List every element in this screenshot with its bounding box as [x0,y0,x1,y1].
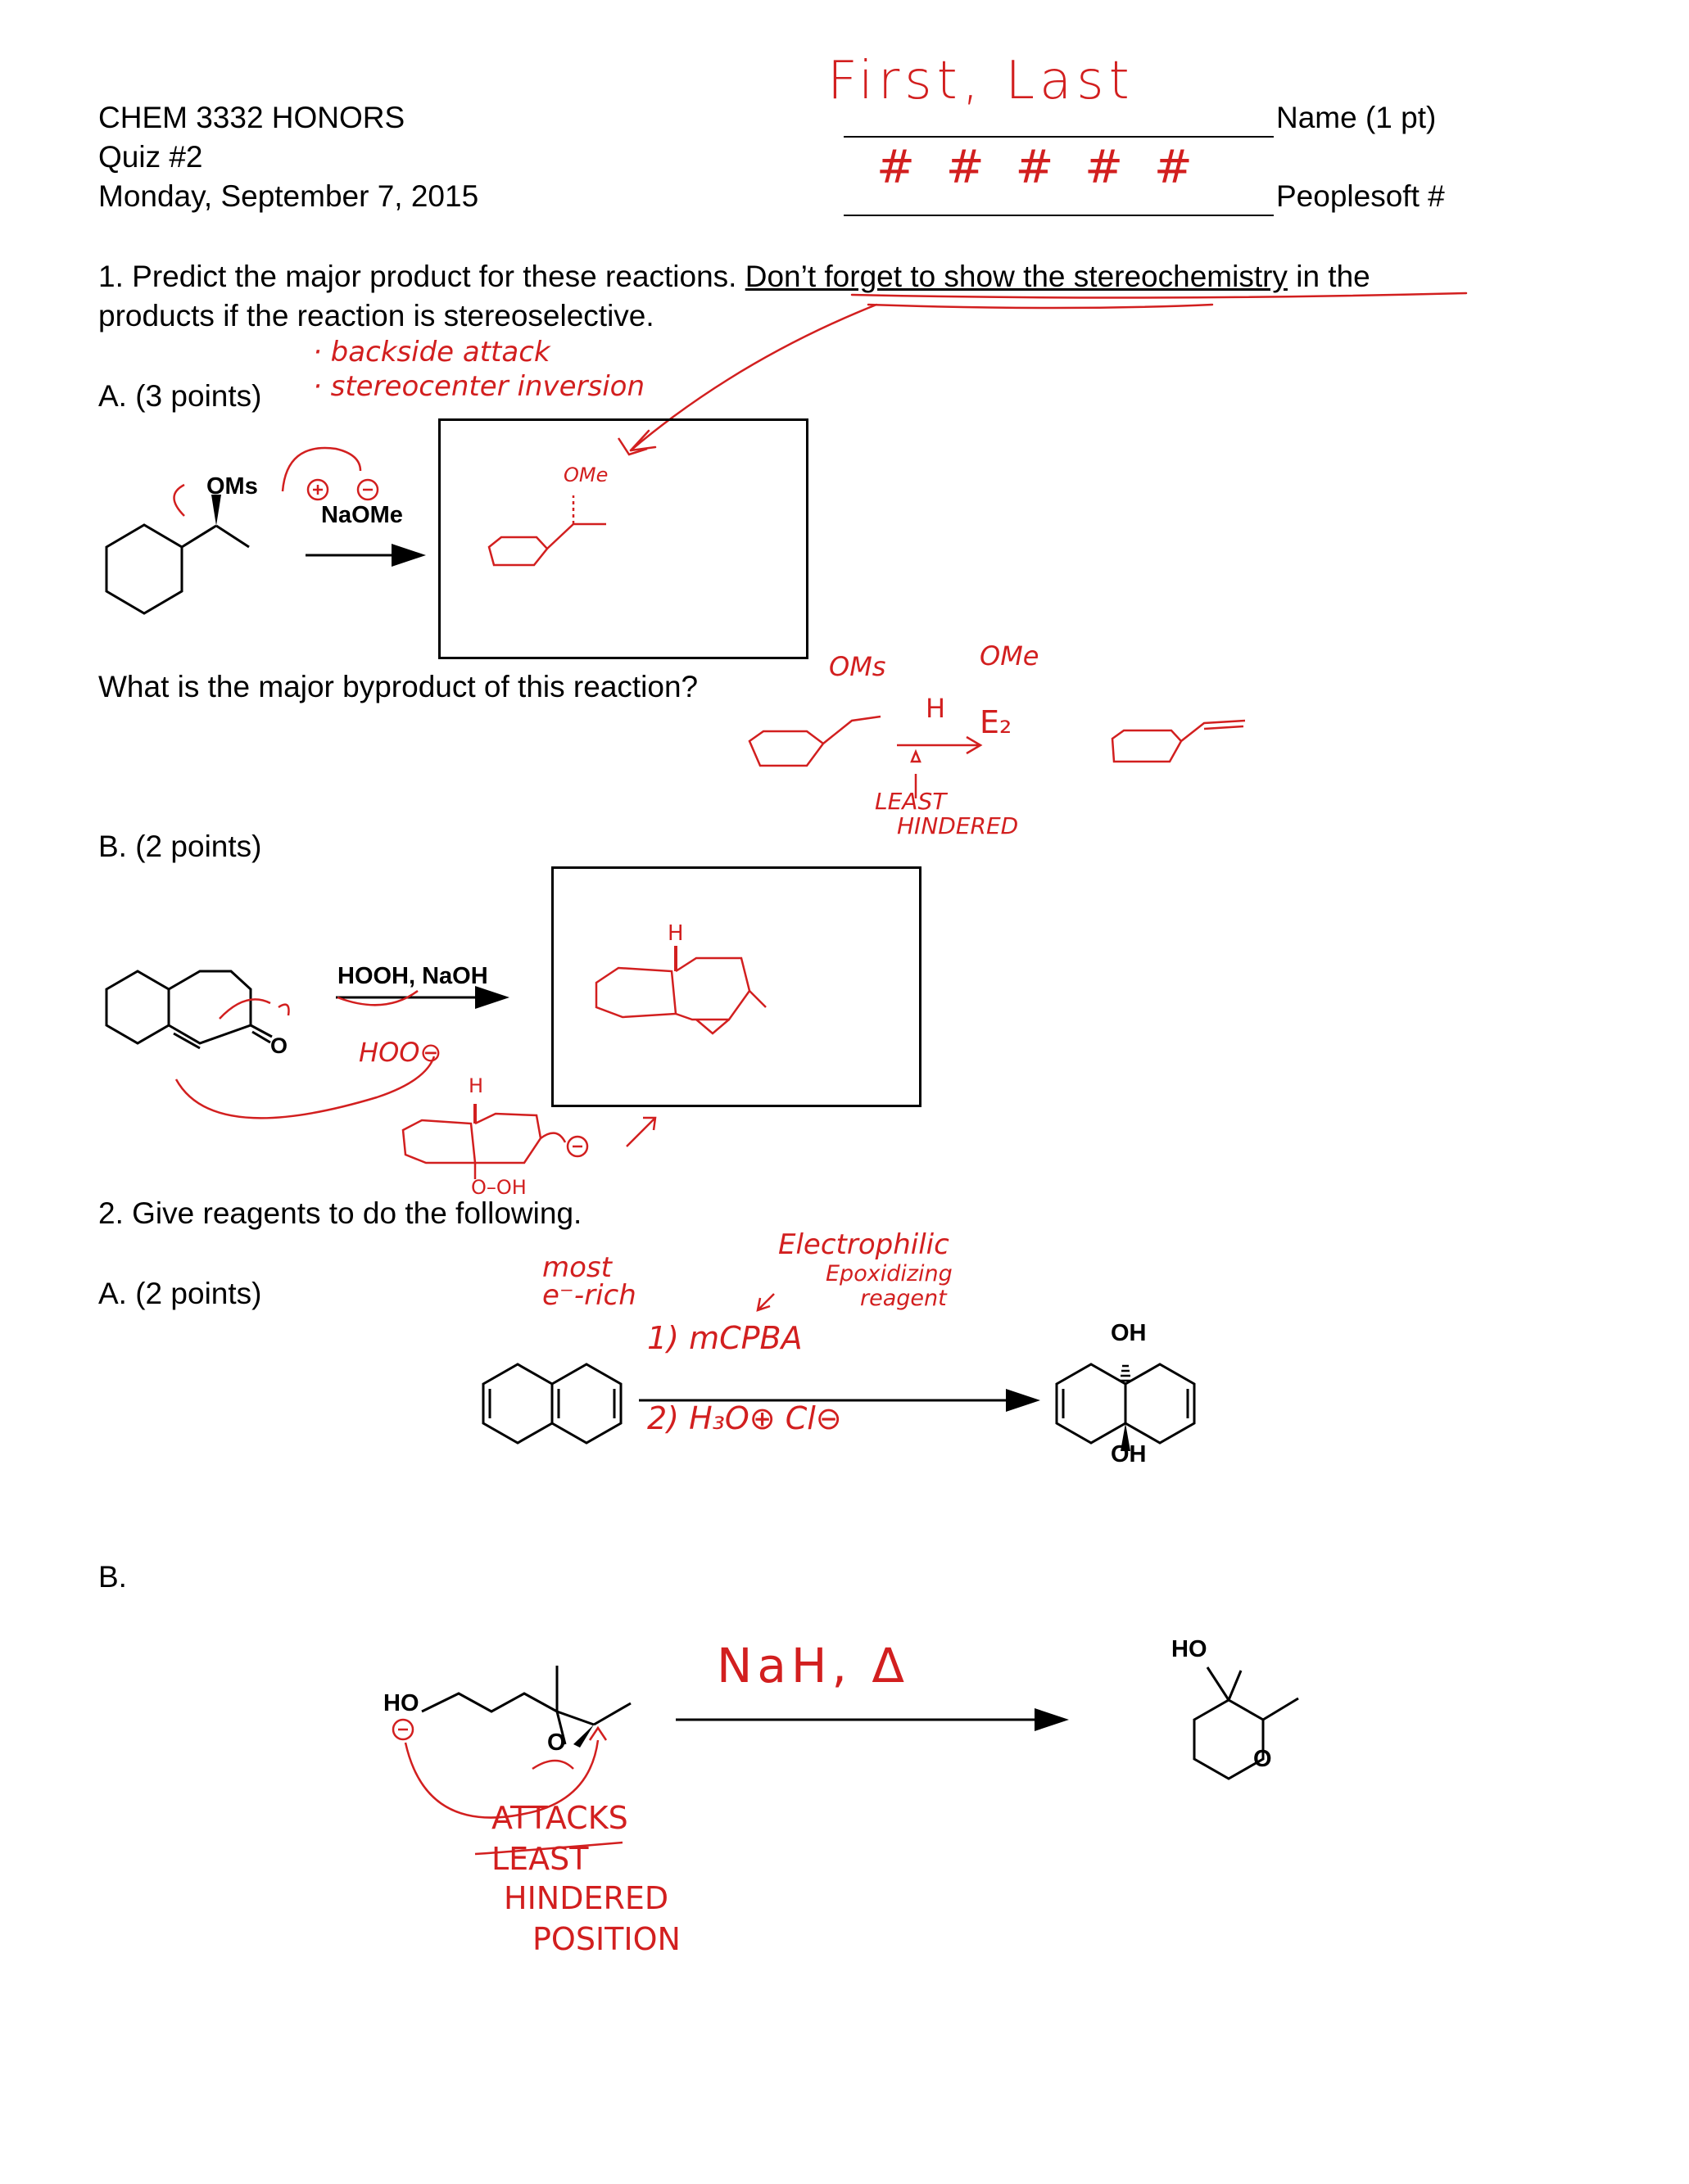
q1-prompt-line2: products if the reaction is stereoselective. [98,299,654,332]
product-ho: HO [1171,1636,1207,1662]
byproduct-oms: OMs [829,651,886,682]
note-electrophilic: Electrophilic [778,1228,949,1261]
reagent-nah-heat: NaH, Δ [717,1638,910,1693]
carbonyl-oxygen: O [270,1033,288,1058]
q2b-label: B. [98,1560,127,1594]
peoplesoft-label: Peoplesoft # [1276,179,1445,213]
epoxide-oxygen: O [547,1730,566,1756]
reagent-hooh-naoh: HOOH, NaOH [337,963,488,989]
byproduct-hindered: HINDERED [897,812,1019,839]
name-label: Name (1 pt) [1276,101,1437,134]
stereochem-emphasis: Don’t forget to show the stereochemistry [745,260,1288,293]
note-least: LEAST [491,1841,589,1877]
byproduct-ome: OMe [980,640,1039,671]
note-inversion: · stereocenter inversion [313,370,645,403]
byproduct-h: H [926,693,946,724]
handwritten-name: First, Last [827,51,1134,111]
note-attacks: ATTACKS [491,1800,628,1836]
intermediate-ooh: O–OH [471,1176,527,1199]
byproduct-e2: E₂ [980,704,1012,740]
note-backside: · backside attack [313,336,550,369]
reagent-step1: 1) mCPBA [647,1320,803,1356]
quiz-number: Quiz #2 [98,140,203,174]
q2-prompt: 2. Give reagents to do the following. [98,1196,582,1230]
note-most: most [542,1251,612,1284]
note-epoxidizing: Epoxidizing [826,1261,953,1286]
reactant-ho: HO [383,1690,419,1716]
byproduct-question: What is the major byproduct of this reaction? [98,670,699,703]
handwritten-id: # # # # # [876,141,1201,194]
product-ring-oxygen: O [1253,1746,1272,1772]
byproduct-least: LEAST [875,788,947,815]
q2a-label: A. (2 points) [98,1277,262,1310]
leaving-group-oms: OMs [206,473,258,500]
intermediate-h: H [469,1074,484,1097]
note-reagent: reagent [860,1286,947,1311]
course-title: CHEM 3332 HONORS [98,101,405,134]
note-position: POSITION [532,1921,681,1957]
note-e-rich: e⁻-rich [542,1279,636,1312]
q1-prompt-line1: 1. Predict the major product for these reactions. Don’t forget to show the stereochemistry in the [98,260,1370,293]
reagent-step2: 2) H₃O⊕ Cl⊖ [647,1400,842,1436]
hydroperoxide-anion: HOO⊖ [359,1037,442,1068]
quiz-date: Monday, September 7, 2015 [98,179,479,213]
product-oh-top: OH [1111,1320,1147,1346]
q1b-label: B. (2 points) [98,830,262,863]
note-hindered: HINDERED [504,1880,669,1916]
product-h: H [668,921,684,946]
product-ome-label: OMe [564,463,609,486]
product-oh-bottom: OH [1111,1441,1147,1467]
q1a-label: A. (3 points) [98,379,262,413]
reagent-naome: NaOMe [321,502,403,528]
